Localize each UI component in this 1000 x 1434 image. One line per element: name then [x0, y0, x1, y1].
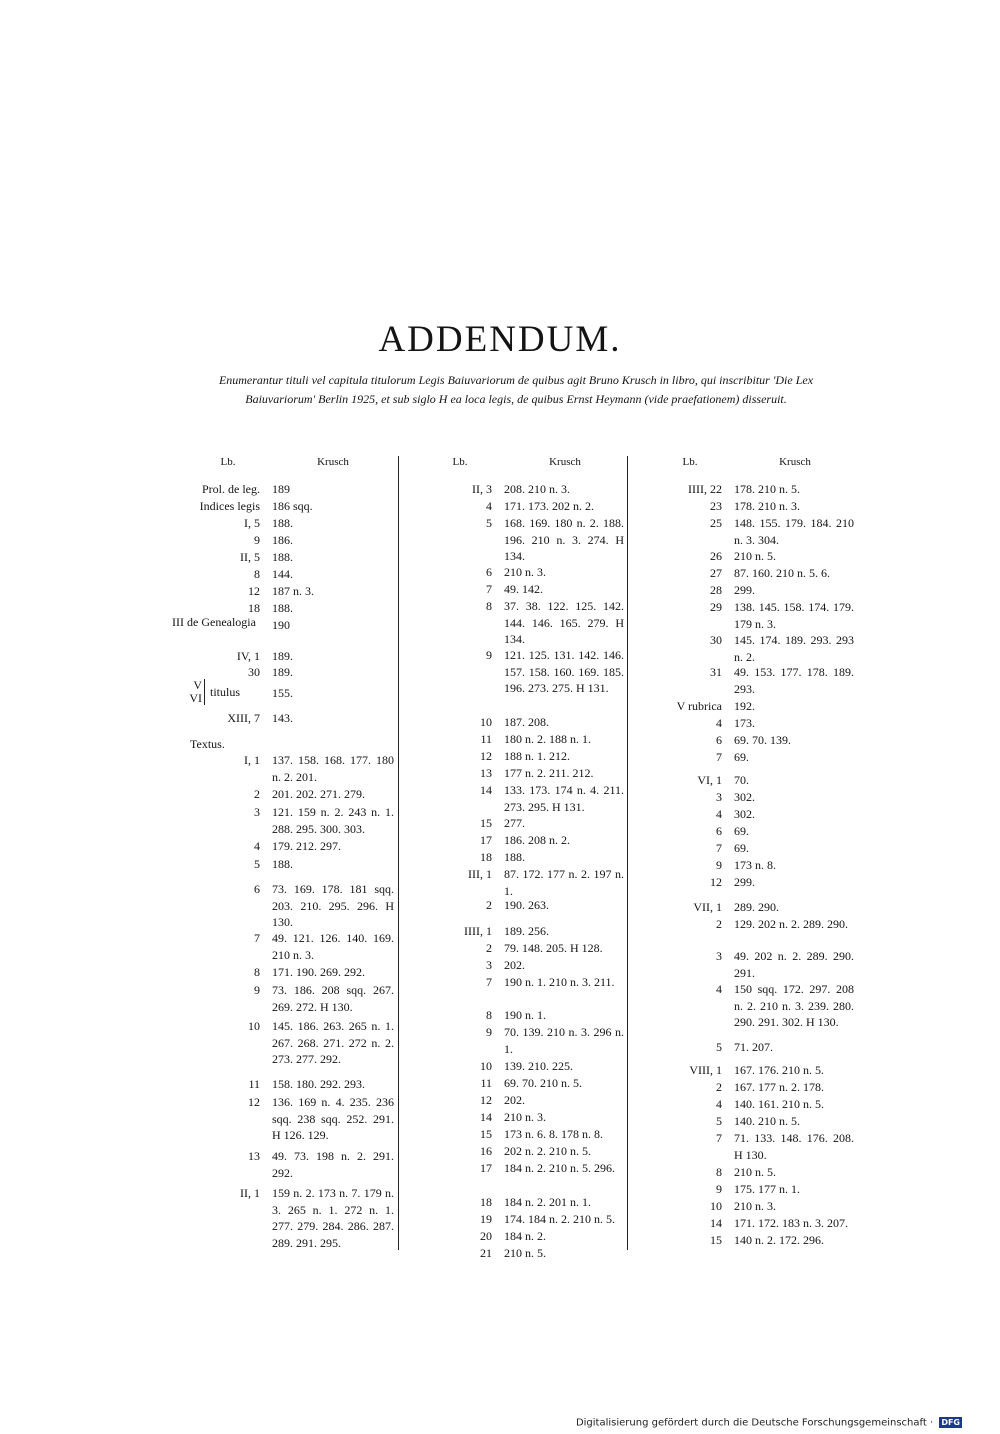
entry-pages: 121. 159 n. 2. 243 n. 1. 288. 295. 300. 303. [272, 805, 394, 836]
entry-pages: 155. [272, 686, 293, 700]
entry-pages: 37. 38. 122. 125. 142. 144. 146. 165. 279. H 134. [504, 599, 624, 646]
entry-pages: 73. 186. 208 sqq. 267. 269. 272. H 130. [272, 983, 394, 1014]
entry-label: II, 5 [240, 550, 260, 564]
entry-pages: 173. [734, 716, 755, 730]
label-part: V [193, 678, 202, 692]
entry-pages: 70. [734, 773, 749, 787]
entry-label: 7 [486, 582, 492, 596]
entry-label: III de Genealogia [172, 615, 256, 629]
entry-pages: 167. 177 n. 2. 178. [734, 1080, 824, 1094]
entry-pages: 137. 158. 168. 177. 180 n. 2. 201. [272, 753, 394, 784]
entry-pages: 140. 210 n. 5. [734, 1114, 800, 1128]
entry-label: 6 [716, 733, 722, 747]
entry-pages: 145. 186. 263. 265 n. 1. 267. 268. 271. 272 n. 2. 273. 277. 292. [272, 1019, 394, 1066]
entry-label: 4 [486, 499, 492, 513]
entry-label: 25 [710, 516, 722, 530]
entry-label: 7 [716, 841, 722, 855]
entry-pages: 139. 210. 225. [504, 1059, 573, 1073]
entry-label: 5 [716, 1040, 722, 1054]
entry-label: 15 [480, 1127, 492, 1141]
entry-pages: 173 n. 8. [734, 858, 776, 872]
entry-label: I, 1 [244, 753, 260, 767]
entry-label: 8 [486, 599, 492, 613]
column-divider [627, 456, 628, 1250]
entry-label: 6 [716, 824, 722, 838]
entry-label: 30 [248, 665, 260, 679]
entry-label: III, 1 [468, 867, 492, 881]
entry-label: 29 [710, 600, 722, 614]
entry-pages: 210 n. 3. [504, 1110, 546, 1124]
entry-label: 12 [480, 749, 492, 763]
column-header-krusch: Krusch [317, 456, 349, 468]
entry-label: 31 [710, 665, 722, 679]
entry-pages: 188 n. 1. 212. [504, 749, 570, 763]
entry-pages: 159 n. 2. 173 n. 7. 179 n. 3. 265 n. 1. 272 n. 1. 277. 279. 284. 286. 287. 289. 291. 295. [272, 1186, 394, 1250]
entry-pages: 189. 256. [504, 924, 549, 938]
entry-label: 2 [716, 1080, 722, 1094]
entry-label: Prol. de leg. [202, 482, 260, 496]
entry-pages: 174. 184 n. 2. 210 n. 5. [504, 1212, 615, 1226]
index-column-1 [168, 452, 396, 1252]
entry-label: 9 [486, 1025, 492, 1039]
entry-pages: 188. [272, 601, 293, 615]
entry-label: 16 [480, 1144, 492, 1158]
entry-pages: 186. [272, 533, 293, 547]
index-column-3 [630, 452, 860, 1252]
entry-label: 5 [254, 857, 260, 871]
entry-pages: 140. 161. 210 n. 5. [734, 1097, 824, 1111]
entry-pages: 188. [504, 850, 525, 864]
entry-label: 2 [486, 941, 492, 955]
entry-label: 18 [480, 1195, 492, 1209]
entry-pages: 302. [734, 807, 755, 821]
entry-pages: 71. 207. [734, 1040, 773, 1054]
label-part: VI [189, 691, 202, 705]
entry-label: 13 [248, 1149, 260, 1163]
entry-label: 7 [716, 1131, 722, 1145]
dfg-logo: DFG [941, 1418, 960, 1427]
entry-pages: 184 n. 2. 210 n. 5. 296. [504, 1161, 615, 1175]
entry-label: 12 [248, 584, 260, 598]
entry-pages: 179. 212. 297. [272, 839, 341, 853]
entry-pages: 210 n. 3. [504, 565, 546, 579]
entry-pages: 192. [734, 699, 755, 713]
entry-label: 14 [710, 1216, 722, 1230]
entry-pages: 210 n. 5. [504, 1246, 546, 1260]
entry-label: 30 [710, 633, 722, 647]
entry-pages: 277. [504, 816, 525, 830]
column-header-lb: Lb. [682, 456, 698, 468]
entry-pages: 173 n. 6. 8. 178 n. 8. [504, 1127, 603, 1141]
entry-label: 10 [710, 1199, 722, 1213]
entry-pages: 138. 145. 158. 174. 179. 179 n. 3. [734, 600, 854, 631]
entry-label: 4 [716, 807, 722, 821]
entry-pages: 121. 125. 131. 142. 146. 157. 158. 160. 169. 185. 196. 273. 275. H 131. [504, 648, 624, 695]
entry-pages: 144. [272, 567, 293, 581]
entry-pages: 167. 176. 210 n. 5. [734, 1063, 824, 1077]
entry-pages: 87. 160. 210 n. 5. 6. [734, 566, 830, 580]
entry-label: 15 [480, 816, 492, 830]
entry-label: VIII, 1 [689, 1063, 722, 1077]
entry-label: 17 [480, 833, 492, 847]
entry-pages: 150 sqq. 172. 297. 208 n. 2. 210 n. 3. 239. 280. 290. 291. 302. H 130. [734, 982, 854, 1029]
entry-pages: 49. 142. [504, 582, 543, 596]
entry-label: II, 1 [240, 1186, 260, 1200]
entry-label: 9 [254, 533, 260, 547]
entry-label: 18 [248, 601, 260, 615]
entry-label: IIII, 22 [688, 482, 722, 496]
entry-label: 26 [710, 549, 722, 563]
entry-pages: 289. 290. [734, 900, 779, 914]
entry-pages: 171. 190. 269. 292. [272, 965, 365, 979]
entry-pages: 158. 180. 292. 293. [272, 1077, 365, 1091]
entry-label: 9 [716, 1182, 722, 1196]
entry-pages: 299. [734, 875, 755, 889]
entry-label: 4 [716, 982, 722, 996]
entry-pages: 188. [272, 516, 293, 530]
entry-pages: 188. [272, 550, 293, 564]
entry-pages: 49. 202 n. 2. 289. 290. 291. [734, 949, 854, 980]
entry-pages: 69. 70. 210 n. 5. [504, 1076, 582, 1090]
entry-pages: 175. 177 n. 1. [734, 1182, 800, 1196]
entry-pages: 69. [734, 824, 749, 838]
entry-pages: 180 n. 2. 188 n. 1. [504, 732, 591, 746]
entry-label: 21 [480, 1246, 492, 1260]
entry-label: 4 [716, 716, 722, 730]
column-header-lb: Lb. [220, 456, 236, 468]
entry-label: I, 5 [244, 516, 260, 530]
entry-pages: 140 n. 2. 172. 296. [734, 1233, 824, 1247]
entry-label: V rubrica [676, 699, 722, 713]
entry-pages: 190 n. 1. [504, 1008, 546, 1022]
entry-label: 2 [254, 787, 260, 801]
entry-label: 12 [710, 875, 722, 889]
entry-label: 15 [710, 1233, 722, 1247]
entry-pages: 49. 73. 198 n. 2. 291. 292. [272, 1149, 394, 1180]
entry-pages: 299. [734, 583, 755, 597]
entry-pages: 69. [734, 750, 749, 764]
entry-label: 14 [480, 1110, 492, 1124]
entry-pages: 177 n. 2. 211. 212. [504, 766, 594, 780]
column-header-lb: Lb. [452, 456, 468, 468]
entry-pages: 186 sqq. [272, 499, 313, 513]
entry-pages: 168. 169. 180 n. 2. 188. 196. 210 n. 3. 274. H 134. [504, 516, 624, 563]
entry-pages: 184 n. 2. [504, 1229, 546, 1243]
entry-pages: 49. 153. 177. 178. 189. 293. [734, 665, 854, 696]
entry-pages: 186. 208 n. 2. [504, 833, 570, 847]
entry-pages: 187. 208. [504, 715, 549, 729]
label-part: titulus [210, 685, 241, 699]
entry-label: 3 [254, 805, 260, 819]
entry-label: VII, 1 [693, 900, 722, 914]
entry-label: 6 [254, 882, 260, 896]
entry-label: 2 [716, 917, 722, 931]
entry-pages: 171. 172. 183 n. 3. 207. [734, 1216, 848, 1230]
entry-pages: 184 n. 2. 201 n. 1. [504, 1195, 591, 1209]
entry-pages: 70. 139. 210 n. 3. 296 n. 1. [504, 1025, 624, 1056]
entry-label: VI, 1 [697, 773, 722, 787]
entry-label: 10 [480, 1059, 492, 1073]
entry-label: 9 [486, 648, 492, 662]
entry-label: 12 [480, 1093, 492, 1107]
entry-label: 3 [716, 790, 722, 804]
entry-label: II, 3 [472, 482, 492, 496]
entry-pages: 49. 121. 126. 140. 169. 210 n. 3. [272, 931, 394, 962]
entry-pages: 208. 210 n. 3. [504, 482, 570, 496]
entry-pages: 190. 263. [504, 898, 549, 912]
entry-pages: 210 n. 5. [734, 549, 776, 563]
entry-label: 9 [254, 983, 260, 997]
entry-label: 8 [254, 965, 260, 979]
entry-label: 17 [480, 1161, 492, 1175]
entry-label: Indices legis [199, 499, 260, 513]
footer-text: Digitalisierung gefördert durch die Deutsche Forschungsgemeinschaft [575, 1417, 927, 1429]
entry-pages: 188. [272, 857, 293, 871]
entry-label: 8 [716, 1165, 722, 1179]
entry-label: 11 [248, 1077, 260, 1091]
entry-label: 3 [716, 949, 722, 963]
entry-label: 7 [254, 931, 260, 945]
entry-pages: 143. [272, 711, 293, 725]
entry-pages: 171. 173. 202 n. 2. [504, 499, 594, 513]
entry-pages: 145. 174. 189. 293. 293 n. 2. [734, 633, 854, 664]
entry-label: 18 [480, 850, 492, 864]
entry-pages: 187 n. 3. [272, 584, 314, 598]
entry-pages: 190 n. 1. 210 n. 3. 211. [504, 975, 615, 989]
entry-pages: 79. 148. 205. H 128. [504, 941, 603, 955]
entry-pages: 202. [504, 1093, 525, 1107]
entry-label: 19 [480, 1212, 492, 1226]
entry-pages: 190 [272, 618, 290, 632]
entry-pages: 73. 169. 178. 181 sqq. 203. 210. 295. 296. H 130. [272, 882, 394, 929]
entry-label: 10 [248, 1019, 260, 1033]
column-divider [398, 456, 399, 1250]
entry-label: 8 [486, 1008, 492, 1022]
entry-label: IV, 1 [236, 649, 260, 663]
entry-label: 11 [480, 1076, 492, 1090]
entry-pages: 202 n. 2. 210 n. 5. [504, 1144, 591, 1158]
entry-pages: 148. 155. 179. 184. 210 n. 3. 304. [734, 516, 854, 547]
entry-label: 13 [480, 766, 492, 780]
entry-pages: 189. [272, 649, 293, 663]
entry-pages: 129. 202 n. 2. 289. 290. [734, 917, 848, 931]
entry-pages: 178. 210 n. 3. [734, 499, 800, 513]
entry-pages: 201. 202. 271. 279. [272, 787, 365, 801]
entry-label: 23 [710, 499, 722, 513]
entry-label: 5 [716, 1114, 722, 1128]
entry-pages: 69. [734, 841, 749, 855]
entry-label: 11 [480, 732, 492, 746]
entry-label: 7 [486, 975, 492, 989]
column-header-krusch: Krusch [549, 456, 581, 468]
entry-label: 9 [716, 858, 722, 872]
entry-label: 6 [486, 565, 492, 579]
entry-label: 27 [710, 566, 722, 580]
entry-label: 4 [254, 839, 260, 853]
entry-pages: 202. [504, 958, 525, 972]
entry-pages: 178. 210 n. 5. [734, 482, 800, 496]
entry-pages: 71. 133. 148. 176. 208. H 130. [734, 1131, 854, 1162]
entry-label: 12 [248, 1095, 260, 1109]
entry-pages: 189 [272, 482, 290, 496]
entry-pages: 189. [272, 665, 293, 679]
entry-label: 3 [486, 958, 492, 972]
entry-label: IIII, 1 [464, 924, 492, 938]
entry-label: 14 [480, 783, 492, 797]
footer-credit: Digitalisierung gefördert durch die Deutsche Forschungsgemeinschaft · DFG [575, 1417, 960, 1429]
entry-label: 4 [716, 1097, 722, 1111]
entry-label: 8 [254, 567, 260, 581]
entry-label: 20 [480, 1229, 492, 1243]
entry-pages: 210 n. 5. [734, 1165, 776, 1179]
entry-pages: 210 n. 3. [734, 1199, 776, 1213]
entry-label: XIII, 7 [227, 711, 260, 725]
entry-pages: 136. 169 n. 4. 235. 236 sqq. 238 sqq. 252. 291. H 126. 129. [272, 1095, 394, 1142]
entry-pages: 69. 70. 139. [734, 733, 791, 747]
entry-label: 2 [486, 898, 492, 912]
column-header-krusch: Krusch [779, 456, 811, 468]
index-column-2 [400, 452, 628, 1260]
page-title: ADDENDUM. [378, 319, 622, 360]
intro-paragraph: Enumerantur tituli vel capitula titulorum Legis Baiuvariorum de quibus agit Bruno Krusch in libro, qui inscribitur 'Die Lex Baiuvariorum' Berlin 1925, et sub siglo H ea loca legis, de quibus Ernst Heymann (vide praefationem) disseruit. [218, 373, 814, 406]
entry-label: 28 [710, 583, 722, 597]
entry-label: Textus. [190, 737, 225, 751]
entry-label: 5 [486, 516, 492, 530]
entry-pages: 302. [734, 790, 755, 804]
entry-pages: 133. 173. 174 n. 4. 211. 273. 295. H 131. [504, 783, 624, 814]
entry-label: 7 [716, 750, 722, 764]
entry-pages: 87. 172. 177 n. 2. 197 n. 1. [504, 867, 624, 898]
entry-label: 10 [480, 715, 492, 729]
